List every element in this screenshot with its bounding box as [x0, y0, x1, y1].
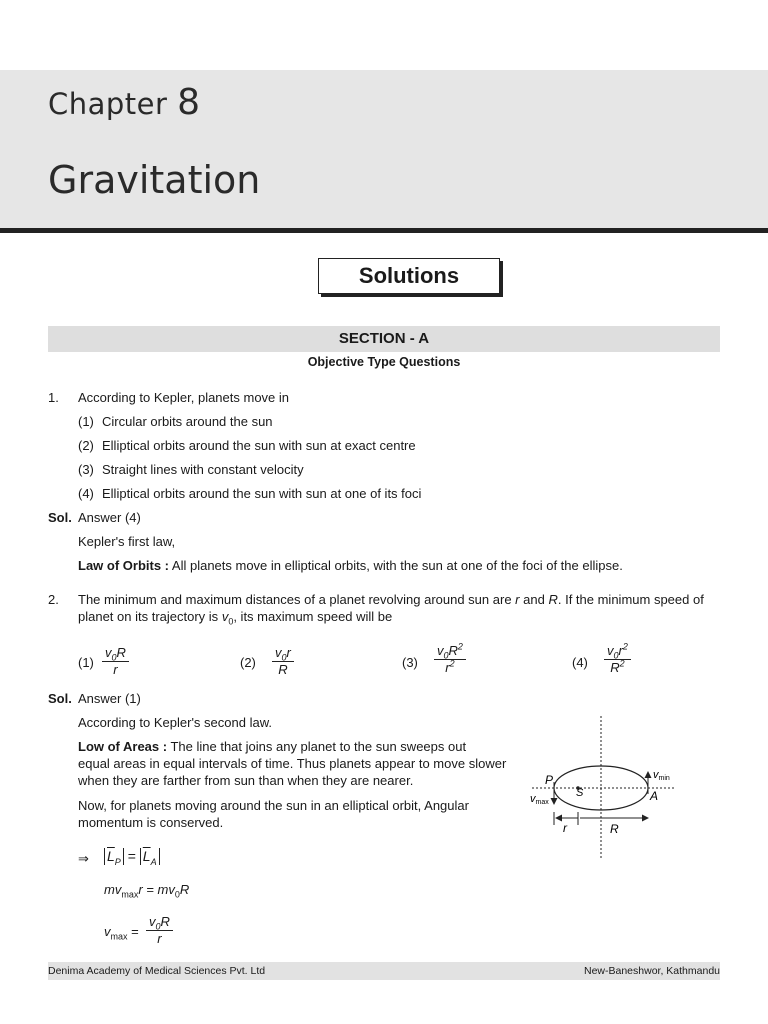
q2-number: 2.	[48, 592, 59, 607]
label-vmax-v: v	[530, 793, 536, 805]
eq3-den: r	[157, 931, 162, 946]
q1-option-4-text: Elliptical orbits around the sun with sun at one of its foci	[102, 486, 422, 501]
section-title: SECTION - A	[48, 326, 720, 352]
q1-law-text: All planets move in elliptical orbits, with the sun at one of the foci of the ellipse.	[171, 558, 623, 573]
eq3-sub: max	[110, 931, 128, 942]
q2-opt3-den: r	[445, 660, 450, 675]
eq3-num-sub: 0	[155, 921, 161, 932]
q1-sol-label: Sol.	[48, 510, 72, 525]
equation-vmax-fraction	[146, 914, 173, 947]
q2-option-1-fraction	[102, 645, 129, 678]
q2-law-line3: when they are farther from sun than when they are nearer.	[78, 773, 414, 788]
q1-option-1-num: (1)	[78, 414, 94, 429]
label-r: r	[563, 821, 567, 835]
chapter-number: 8	[177, 82, 201, 123]
q2-text-b: . If the minimum speed of	[557, 592, 704, 607]
eq1-la: $\overline{L}$	[142, 848, 151, 864]
eq1-lp-sub: P	[114, 856, 121, 867]
eq3-v: v	[104, 924, 111, 939]
elliptical-orbit-diagram	[520, 712, 690, 862]
q2-para-line1: Now, for planets moving around the sun in an elliptical orbit, Angular	[78, 798, 469, 813]
q2-opt3-num-sub: 0	[443, 650, 449, 661]
q1-option-2-text: Elliptical orbits around the sun with sun at exact centre	[102, 438, 416, 453]
q2-opt1-num-v: v	[105, 645, 112, 660]
label-vmax	[530, 793, 549, 806]
q2-opt3-num-sup: 2	[457, 641, 463, 652]
q2-option-3-fraction	[434, 643, 466, 676]
eq2-sub: max	[121, 889, 139, 900]
q1-answer: Answer (4)	[78, 510, 141, 525]
eq2-sub2: 0	[174, 889, 180, 900]
solutions-heading: Solutions	[318, 258, 500, 294]
q1-option-3-num: (3)	[78, 462, 94, 477]
q2-opt4-den-sup: 2	[619, 658, 625, 669]
q2-v0: v	[221, 609, 229, 624]
label-vmin-v: v	[653, 769, 659, 781]
q2-opt1-num-rest: R	[116, 645, 126, 660]
q2-opt2-den: R	[278, 662, 288, 677]
chapter-title: Gravitation	[48, 158, 261, 202]
q2-law-line2: equal areas in equal intervals of time. Thus planets appear to move slower	[78, 756, 507, 771]
q2-text-line1	[78, 591, 720, 608]
q2-text-a: The minimum and maximum distances of a planet revolving around sun are	[78, 592, 512, 607]
label-R: R	[610, 822, 619, 836]
eq1-equals: =	[127, 848, 136, 864]
label-A: A	[650, 789, 659, 803]
q1-option-3-text: Straight lines with constant velocity	[102, 462, 304, 477]
q2-opt4-den: R	[610, 660, 620, 675]
chapter-label	[48, 82, 201, 123]
header-divider	[0, 228, 768, 233]
q2-option-2-num: (2)	[240, 655, 256, 670]
eq2-c: R	[179, 882, 190, 897]
q1-line1: Kepler's first law,	[78, 534, 176, 549]
equation-momentum-balance	[104, 881, 189, 898]
q2-text-c: planet on its trajectory is	[78, 609, 219, 624]
footer-publisher: Denima Academy of Medical Sciences Pvt. Ltd	[48, 965, 266, 977]
q2-var-R: R	[548, 592, 558, 607]
label-P: P	[545, 773, 554, 787]
q2-answer: Answer (1)	[78, 691, 141, 706]
q2-v0-sub: 0	[228, 616, 234, 627]
eq1-lp: $\overline{L}$	[107, 848, 115, 864]
q1-option-2-num: (2)	[78, 438, 94, 453]
section-subtitle: Objective Type Questions	[307, 355, 461, 369]
q2-opt3-num-v: v	[437, 643, 444, 658]
q2-opt1-den: r	[113, 662, 118, 677]
q2-option-3-num: (3)	[402, 655, 418, 670]
q2-text-line2	[78, 608, 392, 625]
eq3-equals: =	[131, 924, 139, 939]
eq2-a: mv	[104, 882, 122, 897]
q2-opt2-num-sub: 0	[281, 652, 287, 663]
q2-option-4-fraction	[604, 643, 631, 676]
label-vmax-sub: max	[535, 799, 549, 806]
eq3-num-rest: R	[160, 914, 170, 929]
q2-text-d: , its maximum speed will be	[233, 609, 393, 624]
q2-opt3-den-sup: 2	[449, 658, 455, 669]
q2-sol-label: Sol.	[48, 691, 72, 706]
q2-opt3-num-rest: R	[448, 643, 458, 658]
q2-para-line2: momentum is conserved.	[78, 815, 224, 830]
equation-angular-momentum	[104, 848, 160, 865]
implies-symbol: ⇒	[78, 851, 89, 866]
q2-option-4-num: (4)	[572, 655, 588, 670]
q2-option-1-num: (1)	[78, 655, 94, 670]
q2-opt4-num-sup: 2	[622, 641, 628, 652]
equation-vmax-lhs	[104, 923, 139, 940]
label-vmin-sub: min	[658, 775, 670, 782]
q2-option-2-fraction	[272, 645, 294, 678]
q1-option-4-num: (4)	[78, 486, 94, 501]
q2-opt4-num-rest: r	[618, 643, 623, 658]
q2-and: and	[523, 592, 545, 607]
footer-location: New-Baneshwor, Kathmandu	[584, 965, 720, 977]
q2-line1: According to Kepler's second law.	[78, 715, 272, 730]
q1-number: 1.	[48, 390, 59, 405]
q1-law	[78, 557, 623, 574]
q2-opt2-num-rest: r	[286, 645, 291, 660]
eq2-b: r = mv	[138, 882, 175, 897]
q1-law-label: Law of Orbits :	[78, 558, 169, 573]
q1-text: According to Kepler, planets move in	[78, 390, 290, 405]
q1-option-1-text: Circular orbits around the sun	[102, 414, 273, 429]
q2-law-line1	[78, 738, 506, 755]
q2-opt4-num-v: v	[607, 643, 614, 658]
q2-opt2-num-v: v	[275, 645, 282, 660]
label-vmin	[653, 769, 670, 782]
q2-opt1-num-sub: 0	[111, 652, 117, 663]
q2-law-text-1: The line that joins any planet to the sun sweeps out	[170, 739, 467, 754]
q2-var-r: r	[515, 592, 520, 607]
chapter-word: Chapter	[48, 87, 168, 121]
label-S: S	[576, 787, 584, 799]
eq3-num-v: v	[149, 914, 156, 929]
q2-opt4-num-sub: 0	[613, 650, 619, 661]
q2-law-label: Low of Areas :	[78, 739, 168, 754]
eq1-la-sub: A	[150, 856, 157, 867]
page-footer	[48, 962, 720, 980]
